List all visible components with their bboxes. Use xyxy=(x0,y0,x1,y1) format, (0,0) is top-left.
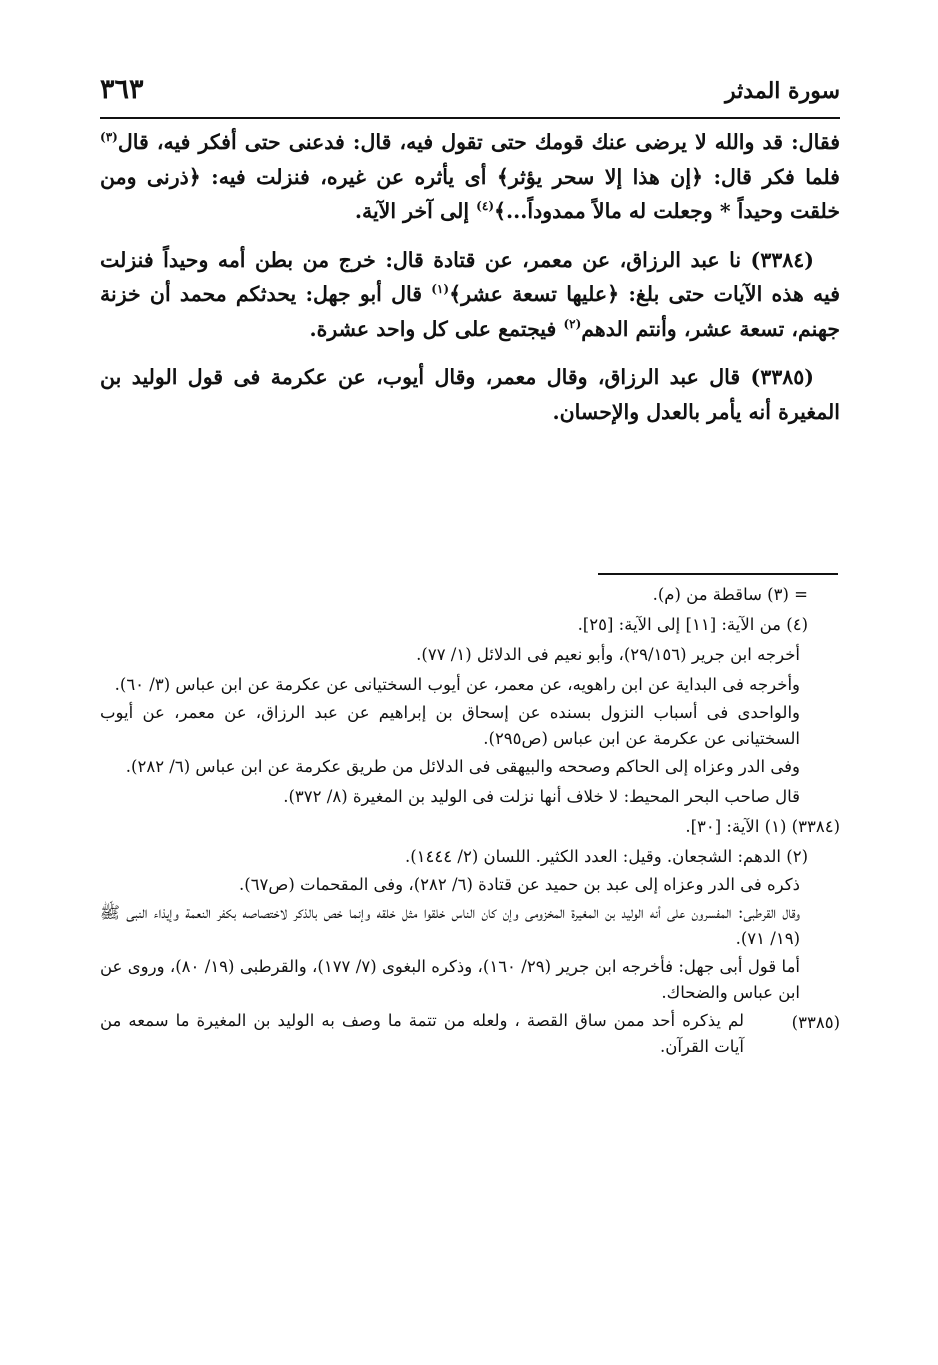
text: فلما فكر قال: xyxy=(703,164,840,189)
page-number: ٣٦٣ xyxy=(100,74,144,105)
header-rule xyxy=(100,117,840,119)
quran-verse: ﴿ذرنى ومن خلقت وحيداً * وجعلت له مالاً ممدوداً...﴾ xyxy=(100,164,840,223)
footnote-ref: (٢) xyxy=(563,316,582,331)
footnote-3385-text: لم يذكره أحد ممن ساق القصة ، ولعله من تتمة ما وصف به الوليد بن المغيرة ما سمعه من آيات القرآن. xyxy=(100,1011,744,1056)
text: فيجتمع على كل واحد عشرة. xyxy=(309,316,564,341)
footnote-3384-1: (٣٣٨٤) (١) الآية: [٣٠]. xyxy=(685,817,840,836)
paragraph-3384 xyxy=(100,243,840,347)
surah-title: سورة المدثر xyxy=(725,78,840,104)
footnote-2-source: ذكره فى الدر وعزاه إلى عبد بن حميد عن قتادة (٦/ ٢٨٢)، وفى المقحمات (ص٦٧). xyxy=(239,875,800,894)
footnote-2-source: أما قول أبى جهل: فأخرجه ابن جرير (٢٩/ ١٦٠)، وذكره البغوى (٧/ ١٧٧)، والقرطبى (١٩/ ٨٠)، وروى عن ابن عباس والضحاك. xyxy=(100,957,801,1002)
footnote-rule xyxy=(598,573,838,575)
footnote-2-source: وقال القرطبى: المفسرون على أنه الوليد بن المغيرة المخزومى وإن كان الناس خلقوا مثل خلقه وإنما خص بالذكر لاختصاصه بكفر النعمة وإيذاء النبى ﷺ (١٩/ ٧١). xyxy=(100,903,800,948)
footnote-3385 xyxy=(100,1008,840,1060)
main-text xyxy=(100,125,840,443)
footnotes xyxy=(100,580,840,1060)
footnote-ref: (١) xyxy=(431,282,450,297)
page-header xyxy=(100,70,840,120)
text: نا عبد الرزاق، عن معمر، عن قتادة قال: خرج من بطن أمه وحيداً فنزلت فيه هذه الآيات حتى بلغ: xyxy=(100,247,840,306)
footnote-3: = (٣) ساقطة من (م). xyxy=(652,585,808,604)
footnote-ref: (٣) xyxy=(100,130,118,145)
footnote-4: (٤) من الآية: [١١] إلى الآية: [٢٥]. xyxy=(577,615,808,634)
text: أى يأثره عن غيره، فنزلت فيه: xyxy=(200,164,497,189)
footnote-4-source: قال صاحب البحر المحيط: لا خلاف أنها نزلت فى الوليد بن المغيرة (٨/ ٣٧٢). xyxy=(283,787,800,806)
footnote-4-source: والواحدى فى أسباب النزول بسنده عن إسحاق بن إبراهيم عن عبد الرزاق، عن معمر، عن أيوب السختيانى عن عكرمة عن ابن عباس (ص٢٩٥). xyxy=(100,703,800,748)
footnote-3385-label: (٣٣٨٥) xyxy=(791,1013,840,1032)
footnote-4-source: وأخرجه فى البداية عن ابن راهويه، عن معمر، عن أيوب السختيانى عن عكرمة عن ابن عباس (٣/ ٦٠). xyxy=(114,675,800,694)
footnote-3384-2: (٢) الدهم: الشجعان. وقيل: العدد الكثير. اللسان (٢/ ١٤٤٤). xyxy=(404,847,808,866)
text: إلى آخر الآية. xyxy=(354,199,477,223)
footnote-ref: (٤) xyxy=(476,199,494,214)
text: قال أبو جهل: يحدثكم محمد أن خزنة جهنم، تسعة عشر، وأنتم الدهم xyxy=(100,282,840,341)
text: فقال: قد والله لا يرضى عنك قومك حتى تقول فيه، قال: فدعنى حتى أفكر فيه، قال xyxy=(117,130,840,154)
paragraph-3385 xyxy=(100,360,840,429)
quran-verse: ﴿إن هذا إلا سحر يؤثر﴾ xyxy=(496,164,704,189)
hadith-number: (٣٣٨٤) xyxy=(750,247,814,272)
hadith-number: (٣٣٨٥) xyxy=(750,365,814,389)
quran-verse: ﴿عليها تسعة عشر﴾ xyxy=(449,282,620,306)
paragraph-continuation xyxy=(100,125,840,229)
footnote-4-source: أخرجه ابن جرير (٢٩/١٥٦)، وأبو نعيم فى الدلائل (١/ ٧٧). xyxy=(416,645,800,664)
footnote-4-source: وفى الدر وعزاه إلى الحاكم وصححه والبيهقى فى الدلائل من طريق عكرمة عن ابن عباس (٦/ ٢٨٢). xyxy=(125,757,800,776)
text: قال عبد الرزاق، وقال معمر، وقال أيوب، عن عكرمة فى قول الوليد بن المغيرة أنه يأمر بالعدل والإحسان. xyxy=(100,365,840,424)
